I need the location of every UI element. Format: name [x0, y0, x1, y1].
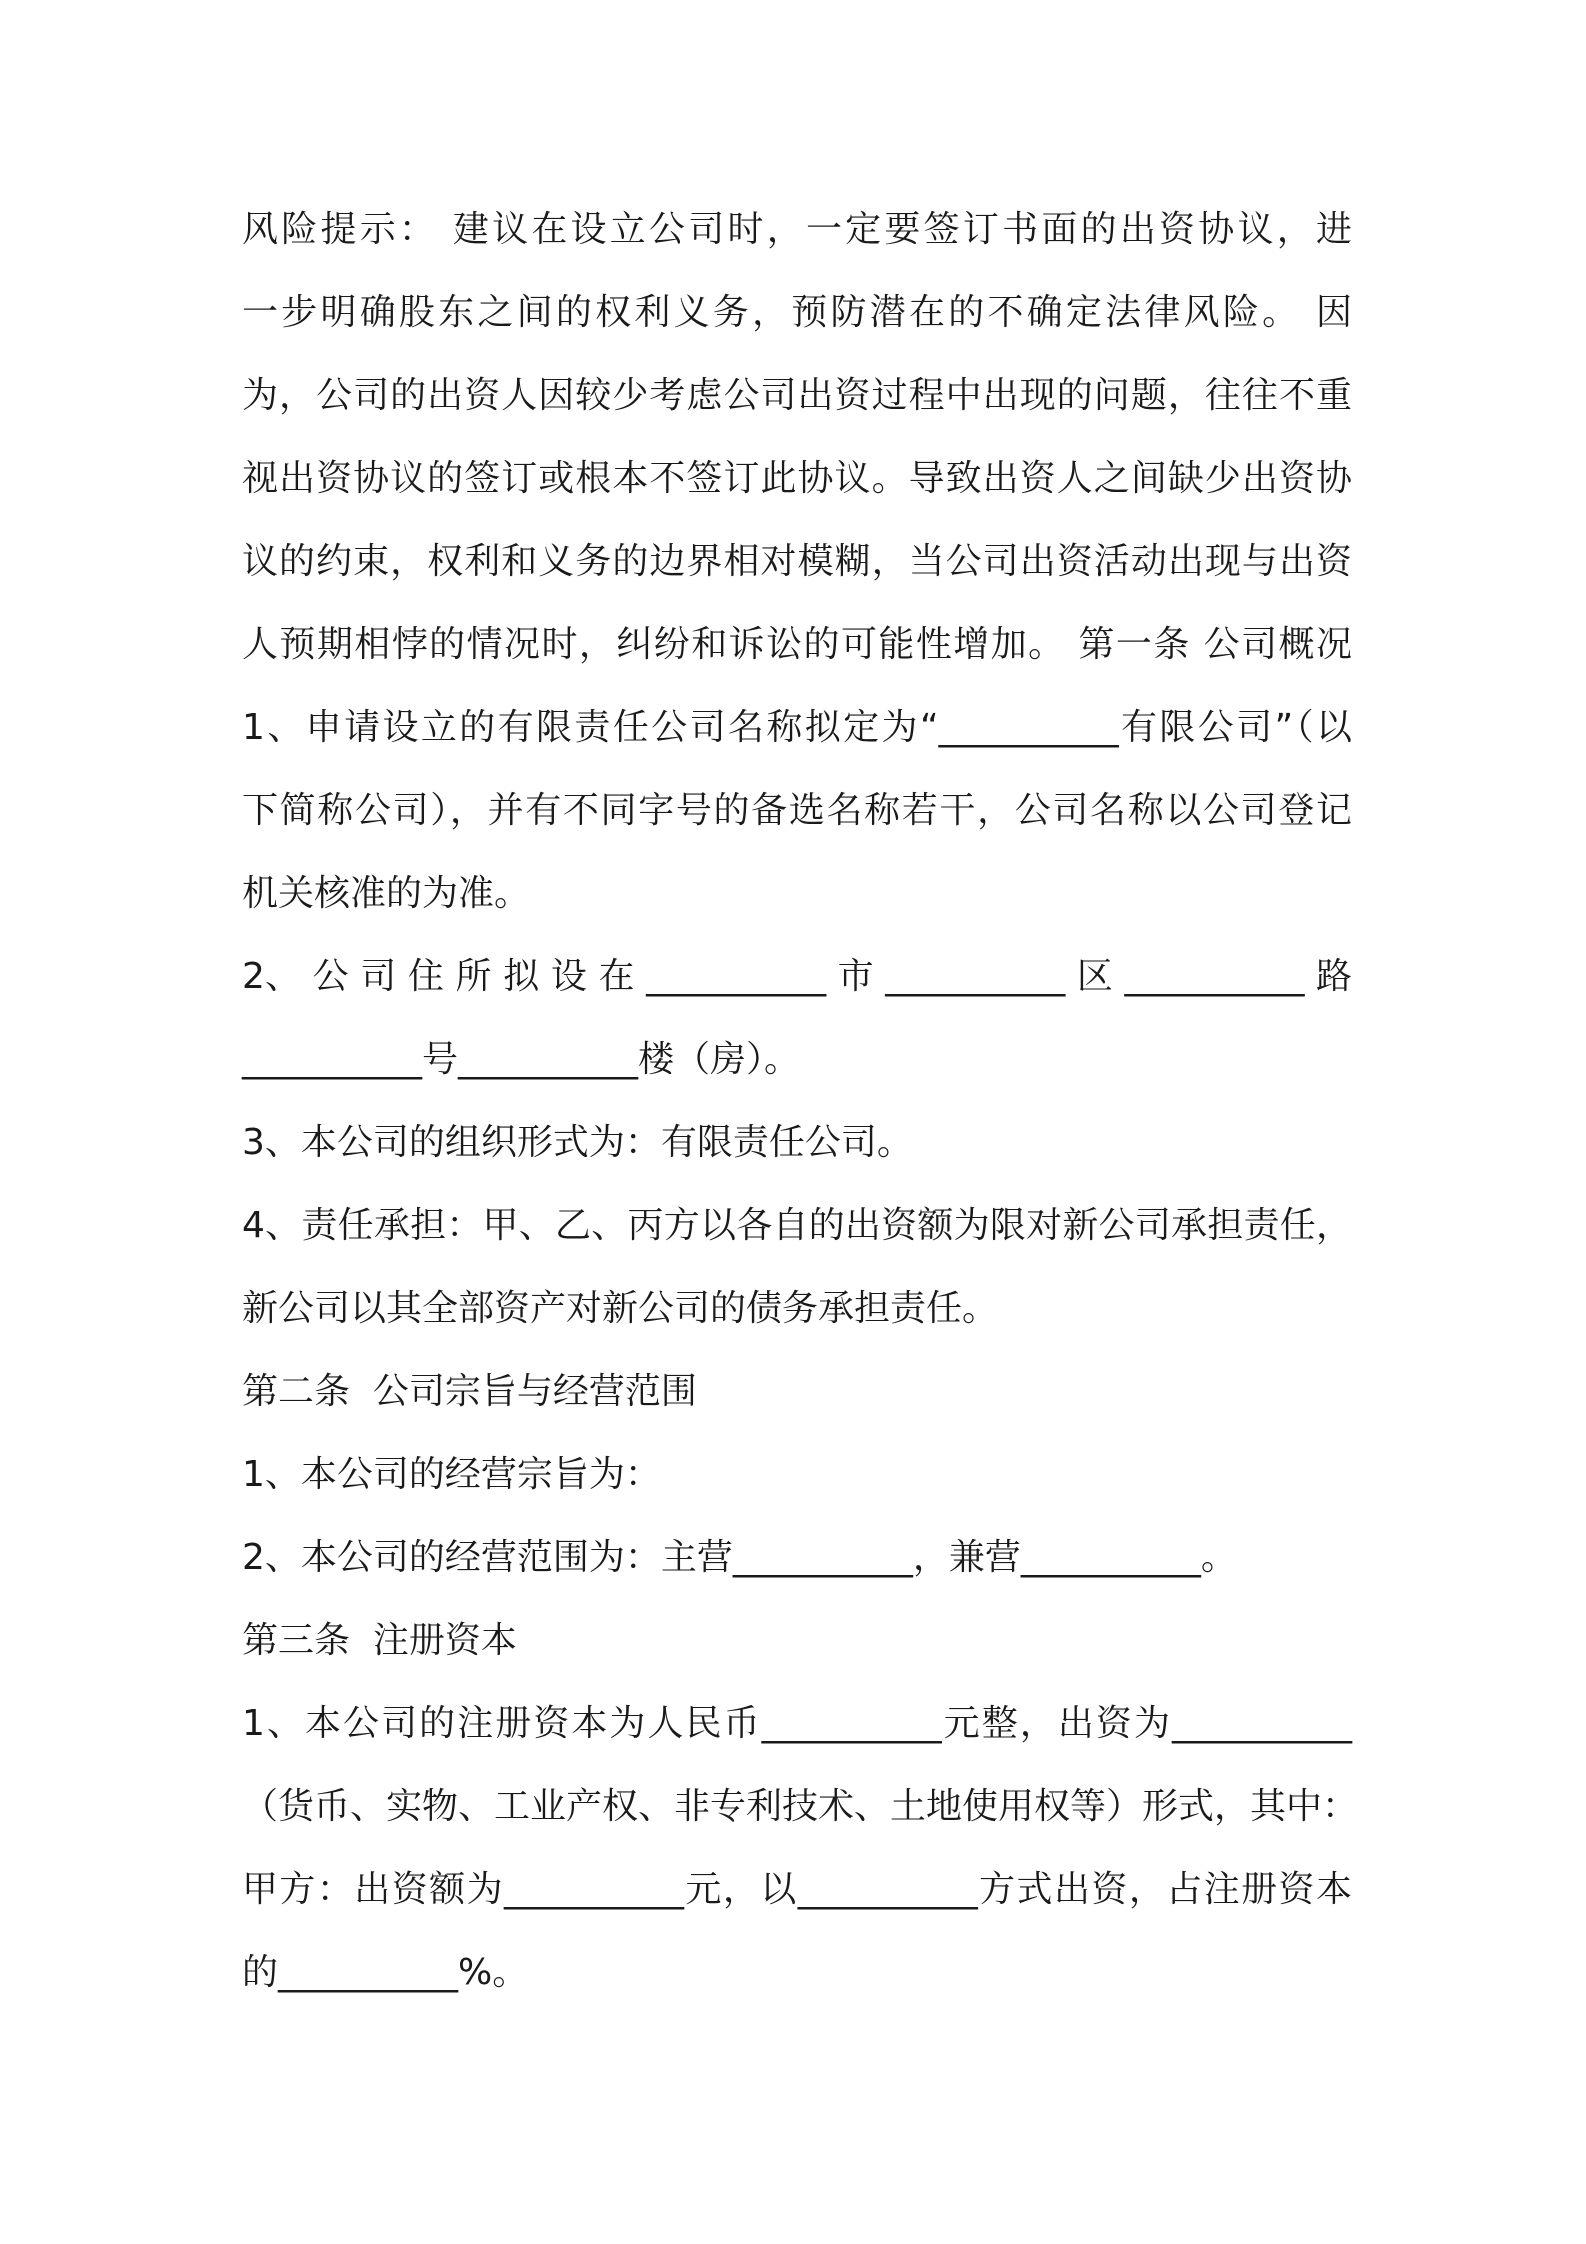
- article-1-item-3: 3、本公司的组织形式为：有限责任公司。: [242, 1122, 913, 1163]
- article-1-item-4-line-2: 新公司以其全部资产对新公司的债务承担责任。: [242, 1288, 999, 1329]
- document-page: [242, 0, 1362, 2244]
- article-1-item-1-line-2: 下简称公司），并有不同字号的备选名称若干，公司名称以公司登记: [242, 790, 1352, 831]
- article-3-item-1-line-2: （货币、实物、工业产权、非专利技术、土地使用权等）形式，其中：: [242, 1786, 1359, 1827]
- article-3-heading: 第三条 注册资本: [242, 1620, 517, 1661]
- article-3-party-a-line-2: 的__________%。: [242, 1952, 529, 1993]
- article-1-heading-line: 人预期相悖的情况时，纠纷和诉讼的可能性增加。 第一条 公司概况: [242, 624, 1352, 665]
- risk-notice-line-3: 为，公司的出资人因较少考虑公司出资过程中出现的问题，往往不重: [242, 375, 1352, 416]
- article-2-item-1: 1、本公司的经营宗旨为：: [242, 1454, 661, 1495]
- article-3-item-1-line-1: 1、本公司的注册资本为人民币__________元整，出资为__________: [242, 1703, 1352, 1744]
- risk-notice-line-4: 视出资协议的签订或根本不签订此协议。导致出资人之间缺少出资协: [242, 458, 1352, 499]
- article-3-party-a-line-1: 甲方：出资额为__________元，以__________方式出资，占注册资本: [242, 1869, 1352, 1910]
- article-1-item-1-line-3: 机关核准的为准。: [242, 873, 531, 914]
- article-1-item-4-line-1: 4、责任承担：甲、乙、丙方以各自的出资额为限对新公司承担责任，: [242, 1205, 1352, 1246]
- article-2-heading: 第二条 公司宗旨与经营范围: [242, 1371, 697, 1412]
- risk-notice-line-2: 一步明确股东之间的权利义务，预防潜在的不确定法律风险。 因: [242, 292, 1352, 333]
- article-1-item-1-line-1: 1、申请设立的有限责任公司名称拟定为“__________有限公司”（以: [242, 707, 1352, 748]
- article-1-item-2-line-2: __________号__________楼（房）。: [242, 1039, 801, 1080]
- risk-notice-line-1: 风险提示： 建议在设立公司时，一定要签订书面的出资协议，进: [242, 209, 1352, 250]
- article-1-item-2-line-1: 2、 公 司 住 所 拟 设 在 __________ 市 __________ 区 __________ 路: [242, 956, 1352, 997]
- risk-notice-line-5: 议的约束，权利和义务的边界相对模糊，当公司出资活动出现与出资: [242, 541, 1352, 582]
- article-2-item-2: 2、本公司的经营范围为：主营__________，兼营__________。: [242, 1537, 1237, 1578]
